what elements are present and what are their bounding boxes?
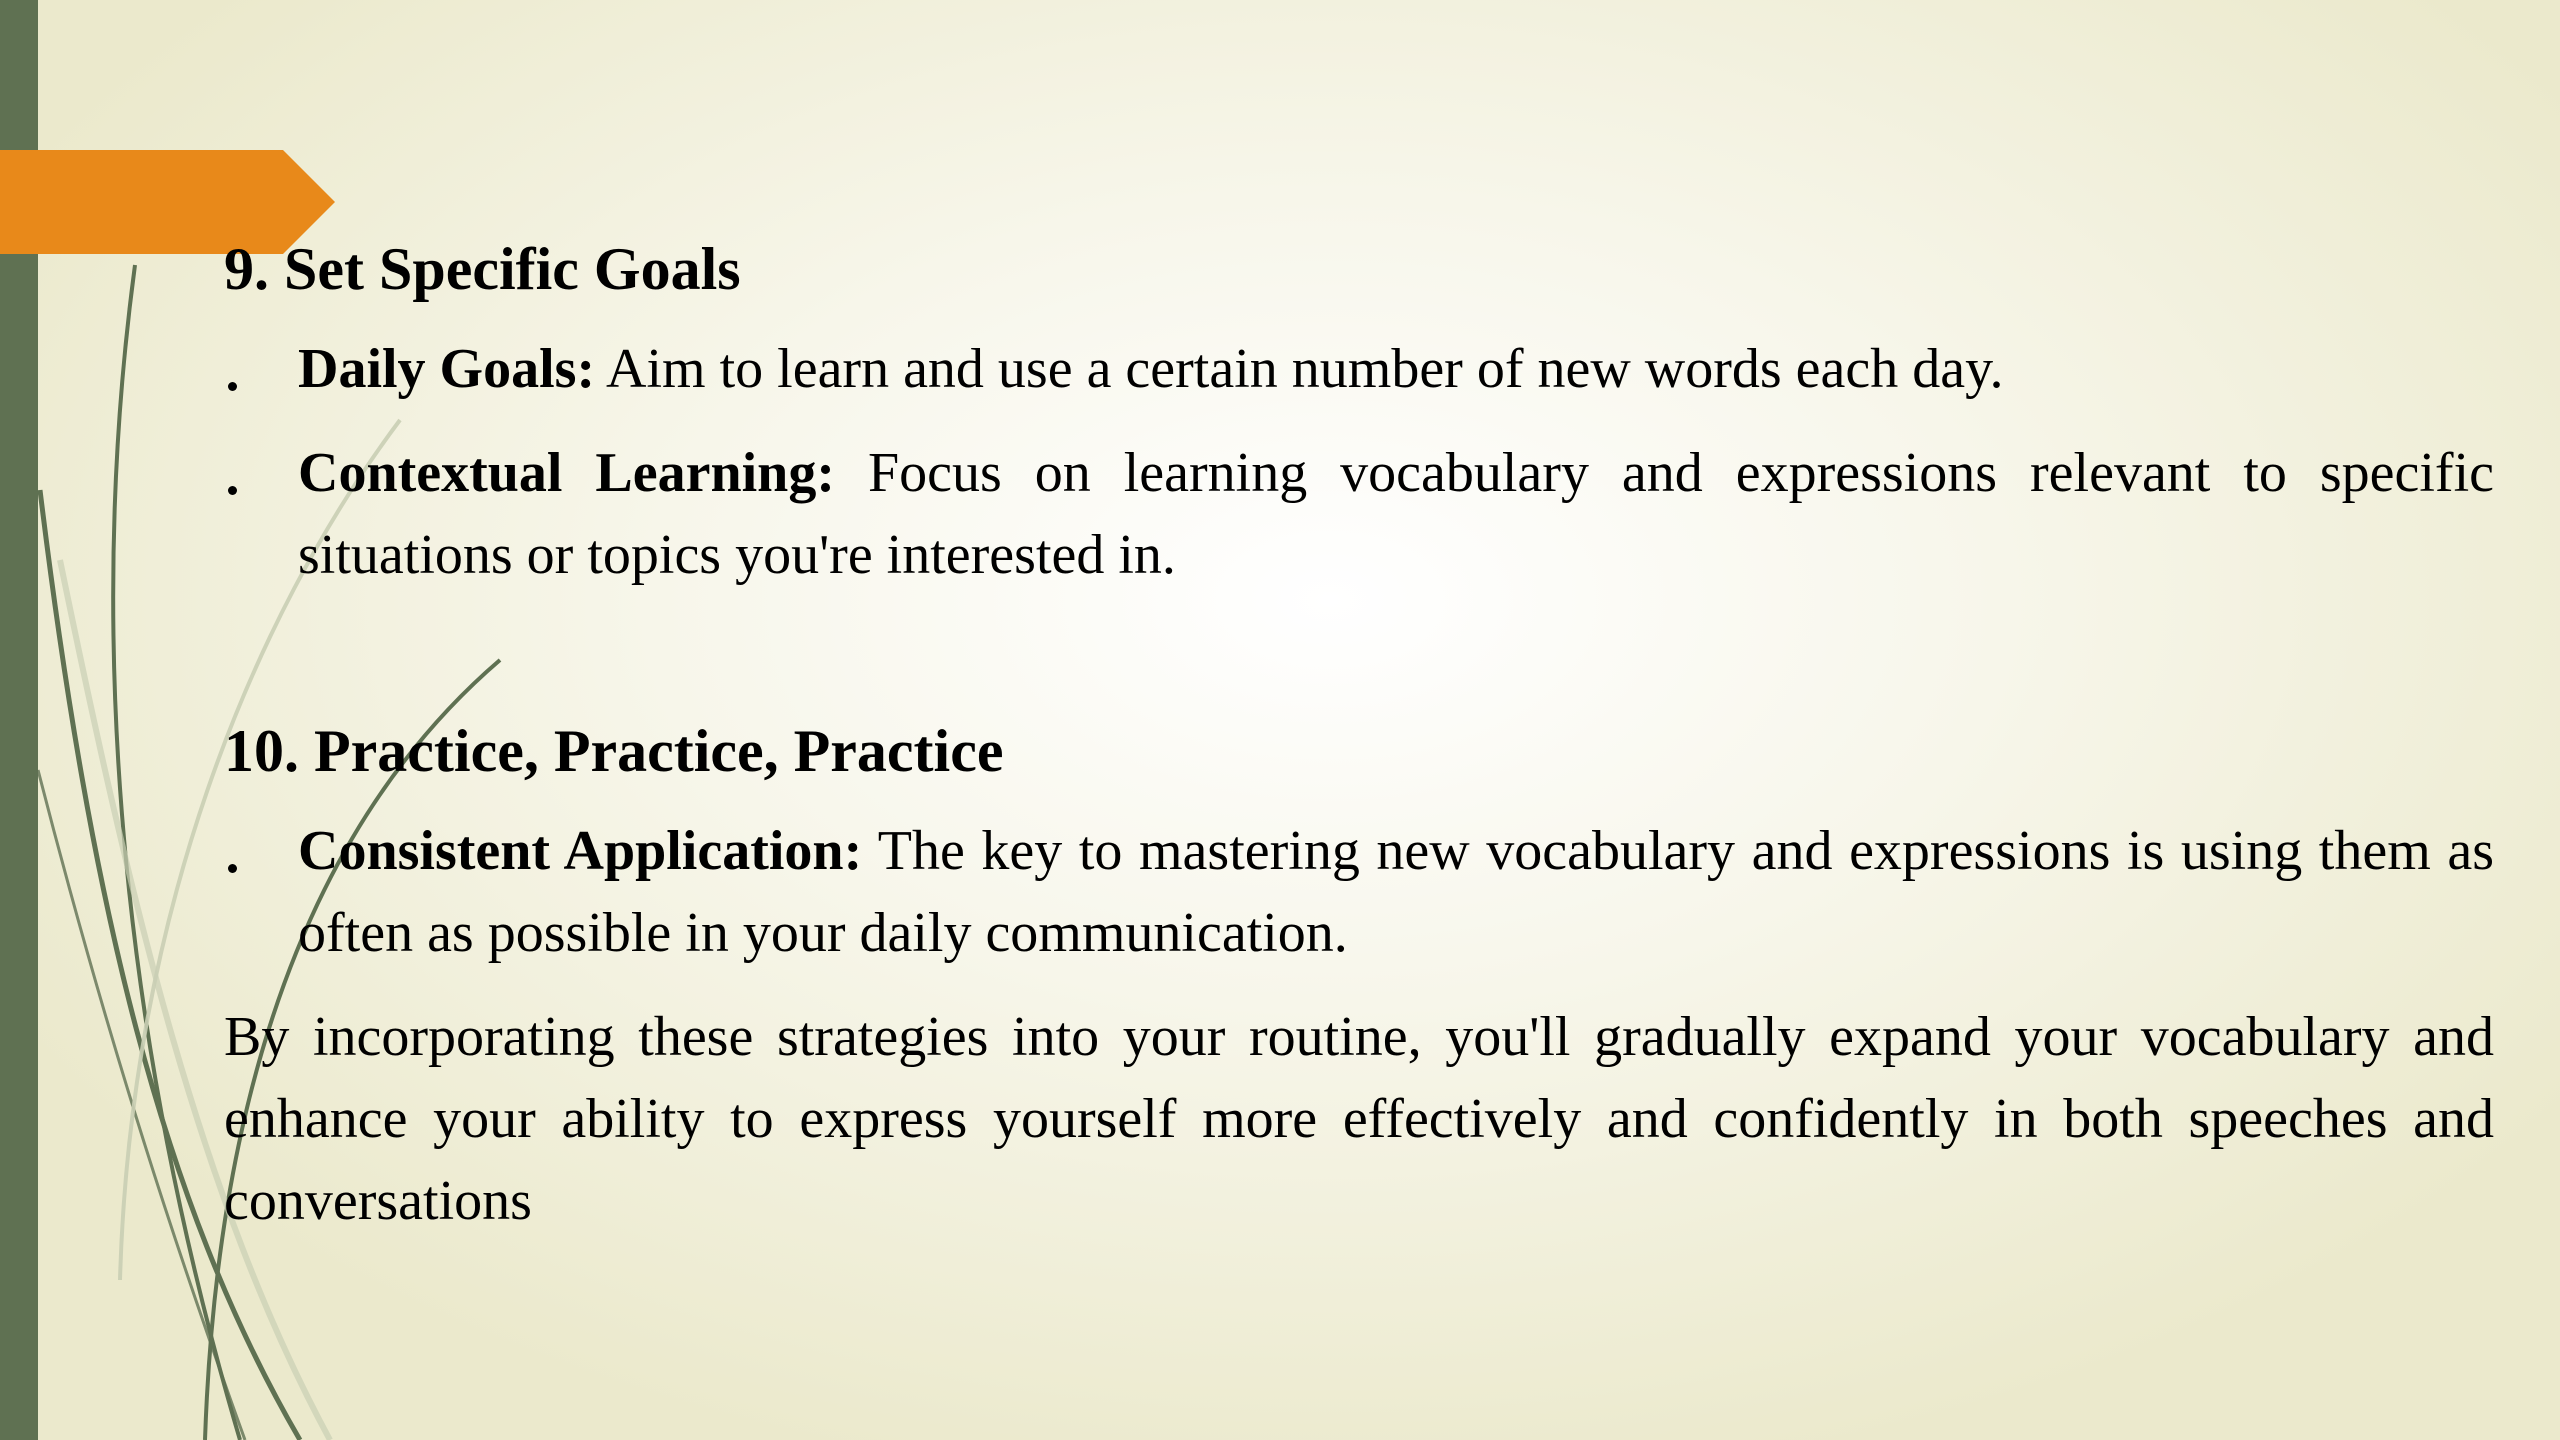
decor-curve-3 [38,770,245,1440]
bullet-term: Contextual Learning: [298,442,835,504]
bullet-term: Daily Goals: [298,338,596,400]
section-heading-practice: 10. Practice, Practice, Practice [224,718,1004,784]
bullet-text: The key to mastering new vocabulary and expressions is using them as often as possible in your daily communication. [298,820,2494,964]
slide-content [224,228,2494,1242]
bullet-consistent-application [224,810,2494,974]
section-gap [224,618,2494,710]
section-heading-set-goals: 9. Set Specific Goals [224,236,741,302]
bullet-list-goals [224,328,2494,596]
bullet-daily-goals [224,328,2494,410]
bullet-contextual-learning [224,432,2494,596]
bullet-term: Consistent Application: [298,820,863,882]
bullet-text: Focus on learning vocabulary and expressions relevant to specific situations or topics you're interested in. [298,442,2494,586]
decor-curve-2 [113,265,240,1440]
bullet-text: Aim to learn and use a certain number of new words each day. [595,338,2004,400]
closing-paragraph: By incorporating these strategies into your routine, you'll gradually expand your vocabulary and enhance your ability to express yourself more effectively and confidently in both speeches and conversations [224,1006,2494,1232]
bullet-list-practice [224,810,2494,974]
